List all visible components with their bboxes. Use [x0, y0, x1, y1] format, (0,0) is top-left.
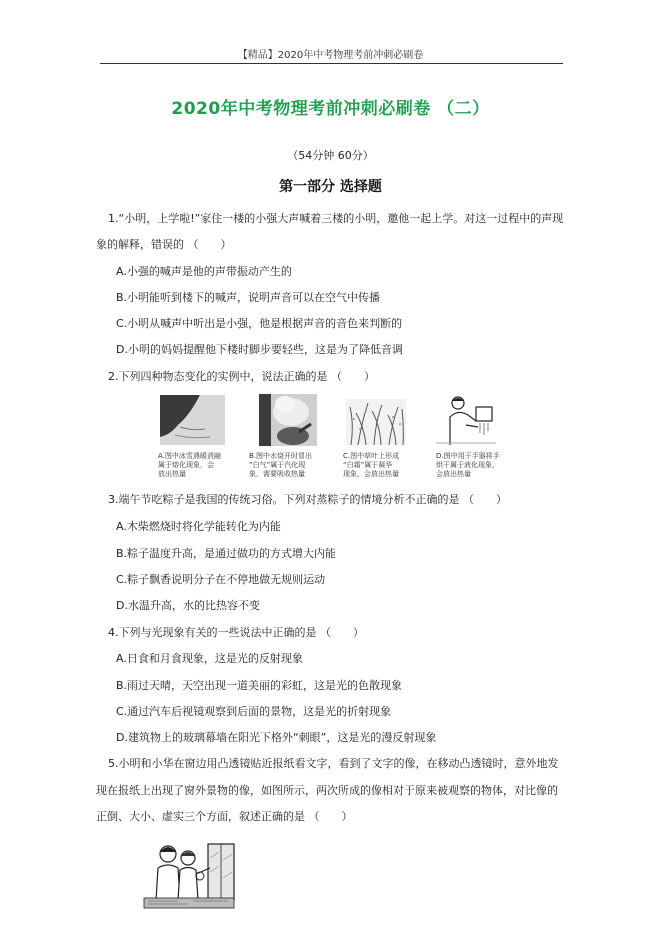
section-heading: 第一部分 选择题: [279, 179, 382, 195]
students-at-window-image: [138, 838, 242, 918]
q4-option-c: C.通过汽车后视镜观察到后面的景物，这是光的折射现象: [116, 705, 392, 718]
q3-option-b: B.粽子温度升高，是通过做功的方式增大内能: [116, 547, 337, 560]
q1-option-d: D.小明的妈妈提醒他下楼时脚步要轻些，这是为了降低音调: [116, 343, 403, 356]
hand-dryer-image: [436, 393, 496, 445]
melting-snow-image: [160, 395, 225, 445]
q4-option-b: B.雨过天晴，天空出现一道美丽的彩虹，这是光的色散现象: [116, 679, 403, 692]
q3-option-a: A.木柴燃烧时将化学能转化为内能: [116, 520, 281, 533]
q5-stem-line-1: 5.小明和小华在窗边用凸透镜贴近报纸看文字，看到了文字的像，在移动凸透镜时，意外地发: [108, 757, 559, 770]
figure-caption-d: D.图中用干手器将手 烘干属于液化现象， 会放出热量: [436, 452, 500, 478]
q5-stem-line-2: 现在报纸上出现了窗外景物的像，如图所示，两次所成的像相对于原来被观察的物体，对比像的: [96, 784, 558, 797]
q3-stem: 3.端午节吃粽子是我国的传统习俗。下列对蒸粽子的情境分析不正确的是 （ ）: [108, 493, 507, 506]
page-title: 2020年中考物理考前冲刺必刷卷 （二）: [171, 99, 490, 119]
q1-option-c: C.小明从喊声中听出是小强，他是根据声音的音色来判断的: [116, 317, 403, 330]
header-divider: [100, 63, 563, 64]
q5-stem-line-3: 正倒、大小、虚实三个方面，叙述正确的是 （ ）: [96, 810, 353, 823]
q3-option-c: C.粽子飘香说明分子在不停地做无规则运动: [116, 573, 326, 586]
boiling-kettle-image: [259, 394, 317, 446]
q1-stem-line-2: 象的解释，错误的 （ ）: [96, 238, 232, 251]
exam-meta: （54分钟 60分）: [287, 149, 374, 162]
q1-option-b: B.小明能听到楼下的喊声，说明声音可以在空气中传播: [116, 291, 381, 304]
figure-caption-c: C.图中草叶上形成 “白霜”属于凝华 现象，会放出热量: [343, 452, 400, 478]
q3-option-d: D.水温升高，水的比热容不变: [116, 599, 260, 612]
frost-grass-image: [346, 399, 406, 445]
running-header: 【精品】2020年中考物理考前冲刺必刷卷: [237, 50, 424, 61]
q4-option-a: A.日食和月食现象，这是光的反射现象: [116, 652, 303, 665]
figure-caption-a: A.图中冰雪遇暖消融 属于熔化现象，会 放出热量: [158, 452, 221, 478]
q1-option-a: A.小强的喊声是他的声带振动产生的: [116, 265, 292, 278]
q1-stem-line-1: 1.“小明，上学啦!”家住一楼的小强大声喊着三楼的小明，邀他一起上学。对这一过程中的声现: [108, 212, 564, 225]
q4-option-d: D.建筑物上的玻璃幕墙在阳光下格外“刺眼”，这是光的漫反射现象: [116, 731, 437, 744]
q4-stem: 4.下列与光现象有关的一些说法中正确的是 （ ）: [108, 626, 364, 639]
q2-stem: 2.下列四种物态变化的实例中，说法正确的是 （ ）: [108, 370, 375, 383]
figure-caption-b: B.图中水烧开时冒出 “白气”属于汽化现 象，需要吸收热量: [249, 452, 313, 478]
